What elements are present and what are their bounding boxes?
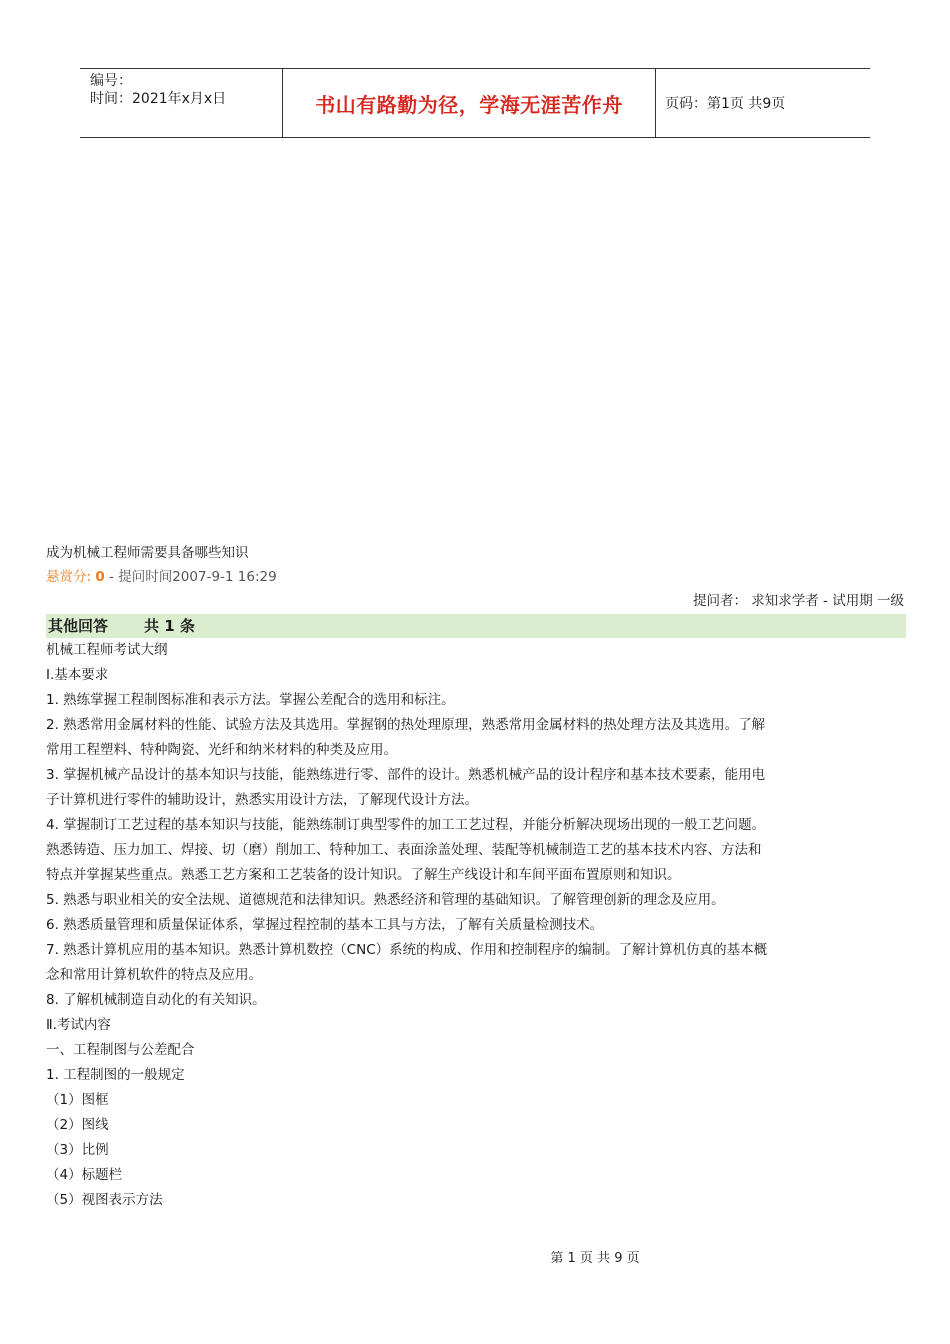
answer-line: 4. 掌握制订工艺过程的基本知识与技能，能熟练制订典型零件的加工工艺过程，并能分析解决现场出现的一般工艺问题。 (46, 817, 766, 833)
answer-line: Ⅱ.考试内容 (46, 1017, 111, 1033)
header-page-cell (656, 69, 870, 137)
answer-line: 5. 熟悉与职业相关的安全法规、道德规范和法律知识。熟悉经济和管理的基础知识。了解管理创新的理念及应用。 (46, 892, 725, 908)
question-meta (46, 566, 906, 588)
answer-content (46, 638, 906, 1213)
other-answers-label: 其他回答 (48, 617, 109, 635)
page-label: 页码：第1页 共9页 (665, 96, 786, 112)
answer-line: 1. 工程制图的一般规定 (46, 1067, 185, 1083)
answer-line: 子计算机进行零件的辅助设计，熟悉实用设计方法，了解现代设计方法。 (46, 792, 478, 808)
header-table (80, 68, 870, 138)
asked-time: - 提问时间2007-9-1 16:29 (104, 569, 277, 585)
other-answers-bar (46, 614, 906, 638)
reward-label: 悬赏分: (46, 569, 92, 585)
header-info-cell (80, 69, 283, 137)
reward-value: 0 (95, 569, 105, 585)
answer-line: 机械工程师考试大纲 (46, 642, 168, 658)
answer-line: 一、工程制图与公差配合 (46, 1042, 195, 1058)
answer-line: （5）视图表示方法 (46, 1192, 163, 1208)
answer-line: 特点并掌握某些重点。熟悉工艺方案和工艺装备的设计知识。了解生产线设计和车间平面布置原则和知识。 (46, 867, 681, 883)
answer-line: 3. 掌握机械产品设计的基本知识与技能，能熟练进行零、部件的设计。熟悉机械产品的设计程序和基本技术要素，能用电 (46, 767, 766, 783)
asker-info: 提问者： 求知求学者 - 试用期 一级 (692, 593, 904, 609)
answer-line: 熟悉铸造、压力加工、焊接、切（磨）削加工、特种加工、表面涂盖处理、装配等机械制造工艺的基本技术内容、方法和 (46, 842, 762, 858)
answer-line: （2）图线 (46, 1117, 109, 1133)
header-motto-cell (283, 69, 656, 137)
document-body (46, 540, 906, 1213)
answer-line: Ⅰ.基本要求 (46, 667, 109, 683)
answer-line: 念和常用计算机软件的特点及应用。 (46, 967, 262, 983)
question-title[interactable]: 成为机械工程师需要具备哪些知识 (46, 545, 249, 561)
answer-line: （3）比例 (46, 1142, 109, 1158)
answers-count: 共 1 条 (144, 617, 195, 635)
answer-line: （4）标题栏 (46, 1167, 123, 1183)
answer-line: 6. 熟悉质量管理和质量保证体系，掌握过程控制的基本工具与方法，了解有关质量检测技术。 (46, 917, 604, 933)
time-label: 时间：2021年x月x日 (90, 91, 227, 107)
answer-line: （1）图框 (46, 1092, 109, 1108)
answer-line: 2. 熟悉常用金属材料的性能、试验方法及其选用。掌握钢的热处理原理，熟悉常用金属材料的热处理方法及其选用。了解 (46, 717, 766, 733)
answer-line: 常用工程塑料、特种陶瓷、光纤和纳米材料的种类及应用。 (46, 742, 397, 758)
answer-line: 8. 了解机械制造自动化的有关知识。 (46, 992, 266, 1008)
motto: 书山有路勤为径，学海无涯苦作舟 (315, 92, 623, 117)
page-footer: 第 1 页 共 9 页 (550, 1251, 640, 1266)
answer-line: 7. 熟悉计算机应用的基本知识。熟悉计算机数控（CNC）系统的构成、作用和控制程序的编制。了解计算机仿真的基本概 (46, 942, 768, 958)
answer-line: 1. 熟练掌握工程制图标准和表示方法。掌握公差配合的选用和标注。 (46, 692, 455, 708)
number-label: 编号： (90, 73, 132, 89)
